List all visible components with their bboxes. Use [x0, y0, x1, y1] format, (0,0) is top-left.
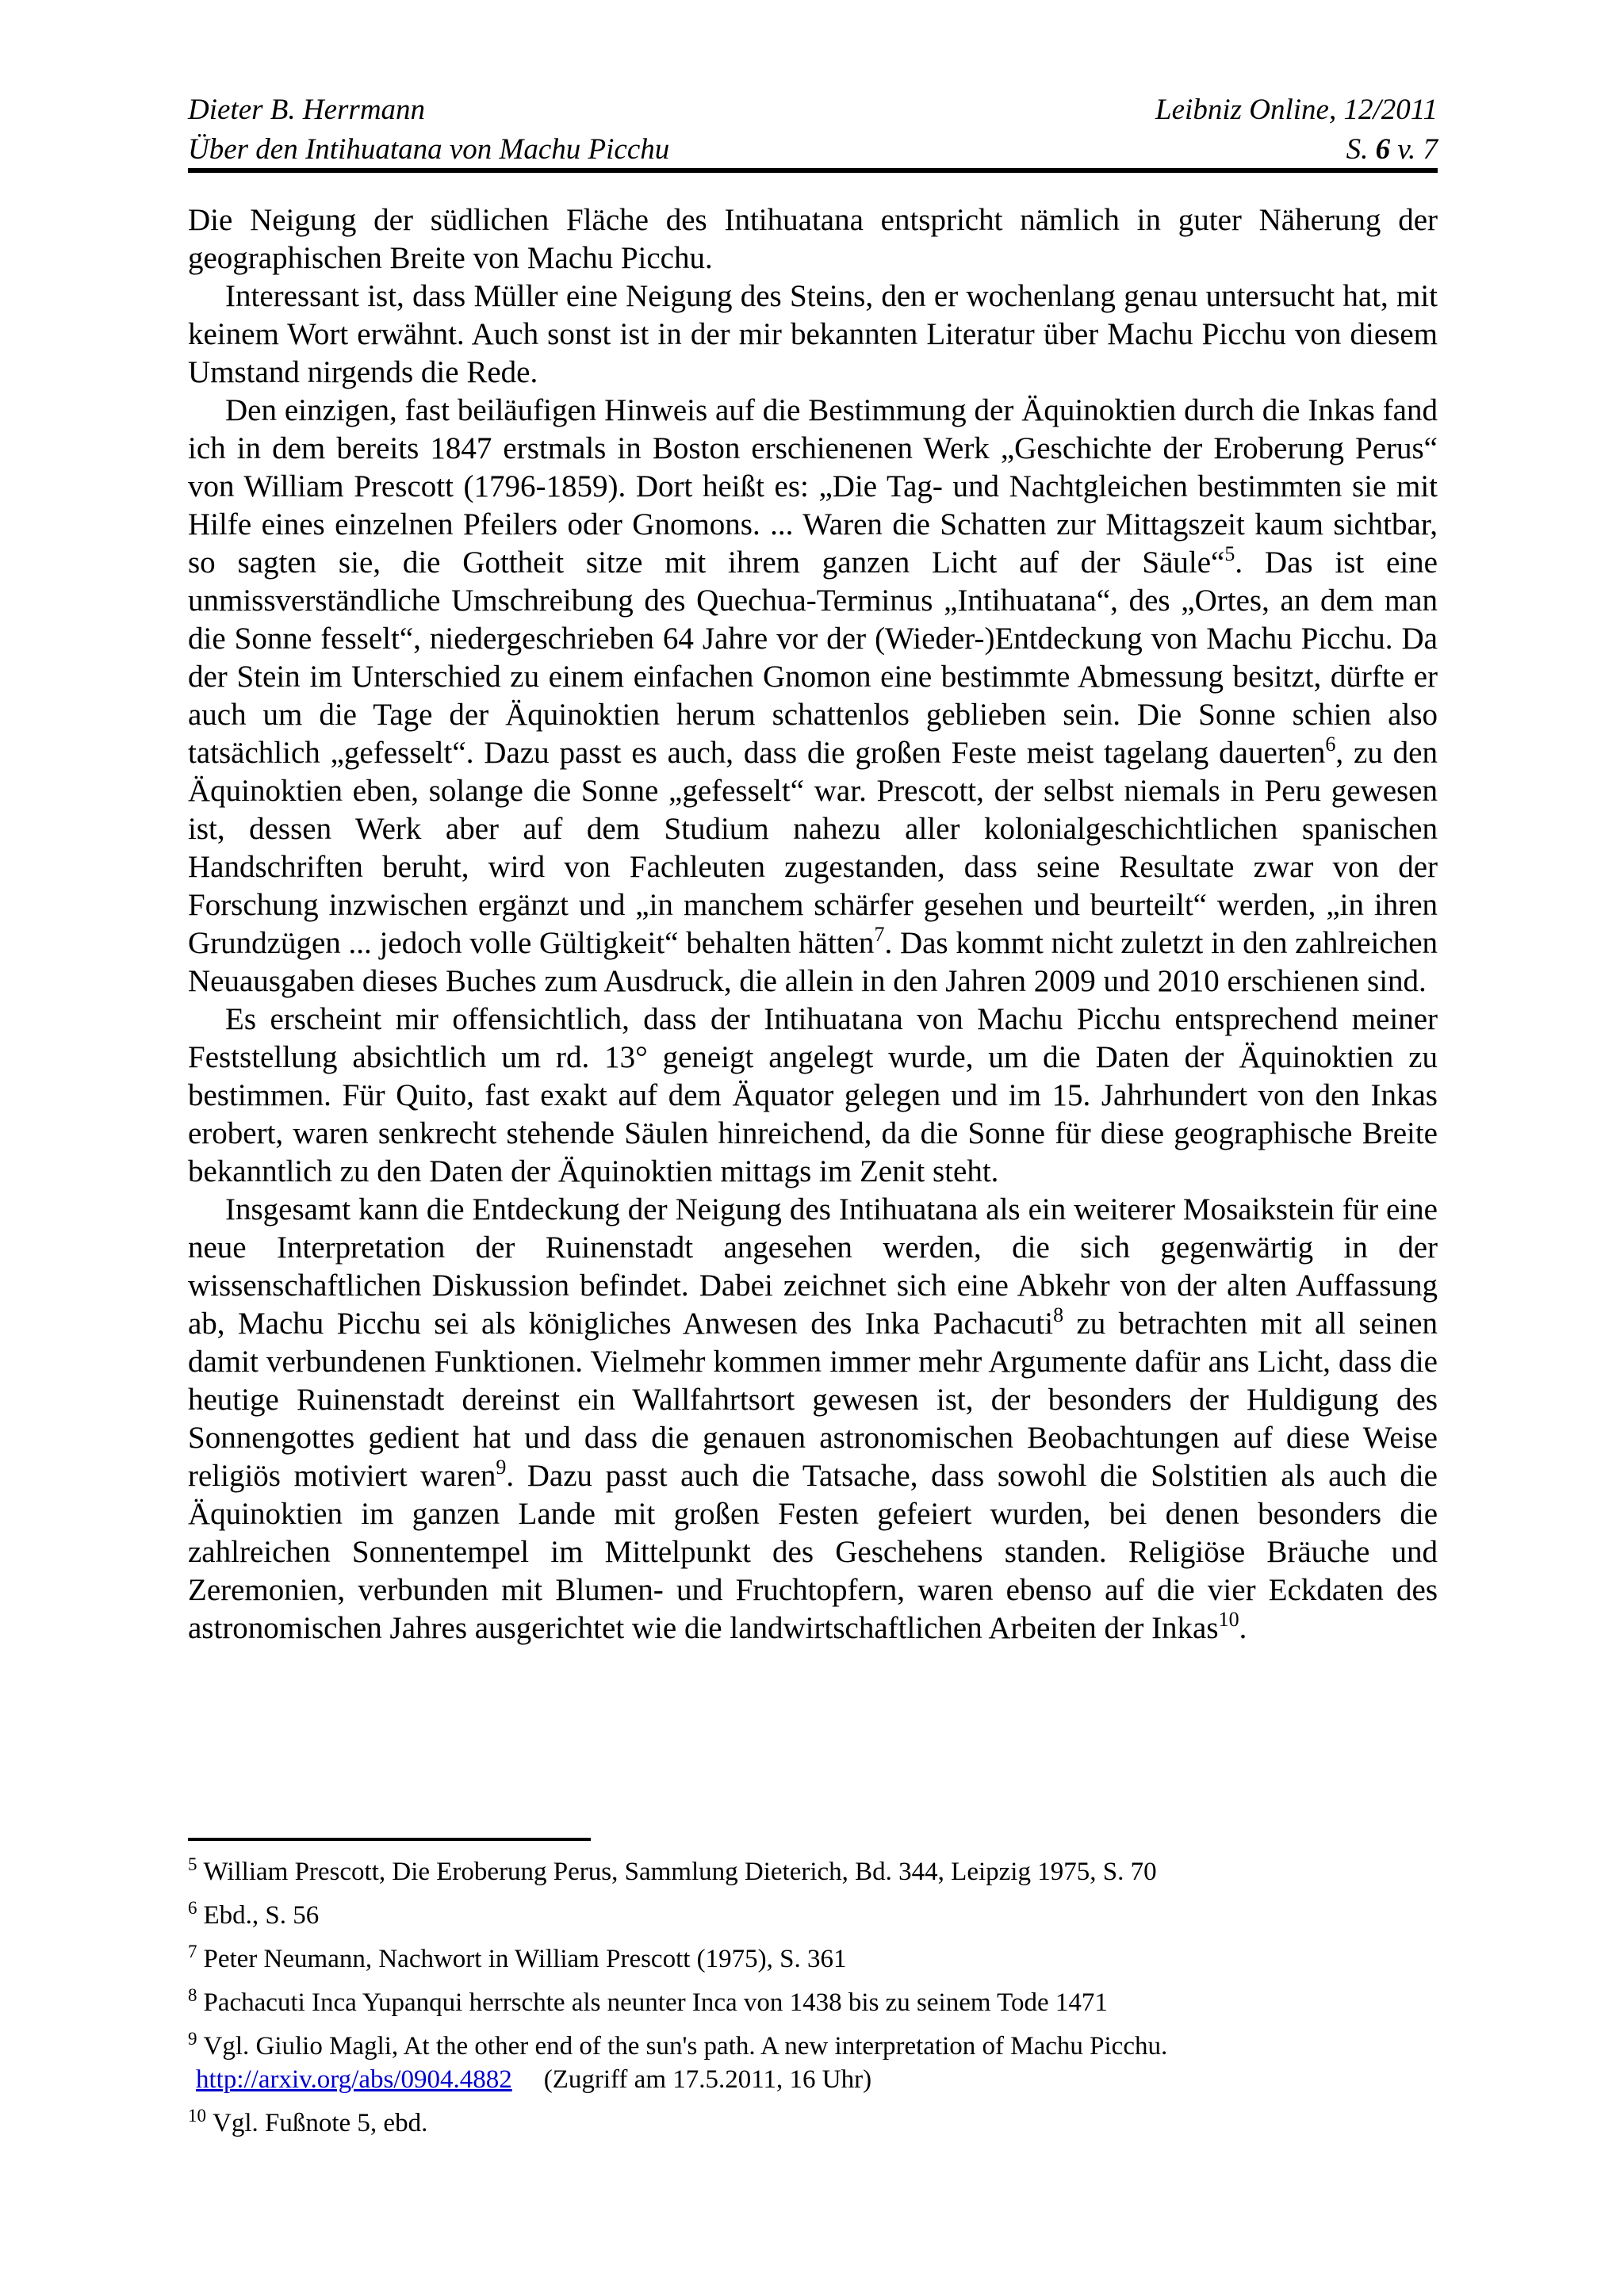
footnote-reference: 10	[1218, 1608, 1239, 1631]
footnote-reference: 7	[874, 923, 885, 946]
paragraph-text: . Das ist eine unmissverständliche Umschreibung des Quechua-Terminus „Intihuatana“, des „Ortes, an dem man die Sonne fesselt“, niedergeschrieben 64 Jahre vor der (Wieder-)Entdeckung von Machu Picchu. Da der Stein im Unterschied zu einem einfachen Gnomon eine bestimmte Abmessung besitzt, dürfte er auch um die Tage der Äquinoktien herum schattenlos geblieben sein. Die Sonne schien also tatsächlich „gefesselt“. Dazu passt es auch, dass die großen Feste meist tagelang dauerten	[188, 545, 1438, 770]
footnote-line	[188, 2030, 1438, 2063]
footnote-number: 5	[188, 1854, 197, 1874]
footnote-text: Ebd., S. 56	[203, 1901, 320, 1930]
footnote-item	[188, 2107, 1438, 2140]
paragraph	[188, 1001, 1438, 1191]
body-paragraphs	[188, 201, 1438, 1647]
footnote-url-link[interactable]: http://arxiv.org/abs/0904.4882	[196, 2065, 512, 2094]
header-right	[1155, 90, 1438, 170]
paragraph	[188, 1191, 1438, 1647]
page-info-prefix: S.	[1346, 133, 1376, 166]
footnote-text: William Prescott, Die Eroberung Perus, Sammlung Dieterich, Bd. 344, Leipzig 1975, S. 70	[203, 1858, 1157, 1886]
footnote-number: 8	[188, 1985, 197, 2005]
footnote-reference: 8	[1053, 1303, 1064, 1326]
paragraph-text: . Das kommt nicht zuletzt in den zahlreichen Neuausgaben dieses Buches zum Ausdruck, die allein in den Jahren 2009 und 2010 erschienen sind.	[188, 926, 1438, 998]
header-author: Dieter B. Herrmann	[188, 94, 426, 126]
paragraph-text: , zu den Äquinoktien eben, solange die Sonne „gefesselt“ war. Prescott, der selbst niemals in Peru gewesen ist, dessen Werk aber auf dem Studium nahezu aller kolonialgeschichtlichen spanischen Handschriften beruht, wird von Fachleuten zugestanden, dass seine Resultate zwar von der Forschung inzwischen ergänzt und „in manchem schärfer gesehen und beurteilt“ werden, „in ihren Grundzügen ... jedoch volle Gültigkeit“ behalten hätten	[188, 736, 1438, 960]
footnote-access-date: (Zugriff am 17.5.2011, 16 Uhr)	[543, 2065, 872, 2094]
footnote-item	[188, 2030, 1438, 2096]
paragraph-text: Interessant ist, dass Müller eine Neigung des Steins, den er wochenlang genau untersucht hat, mit keinem Wort erwähnt. Auch sonst ist in der mir bekannten Literatur über Machu Picchu von diesem Umstand nirgends die Rede.	[188, 279, 1438, 389]
footnote-number: 7	[188, 1942, 197, 1961]
footnote-link-line	[188, 2063, 1438, 2096]
paragraph-text: Es erscheint mir offensichtlich, dass der Intihuatana von Machu Picchu entsprechend meiner Feststellung absichtlich um rd. 13° geneigt angelegt wurde, um die Daten der Äquinoktien zu bestimmen. Für Quito, fast exakt auf dem Äquator gelegen und im 15. Jahrhundert von den Inkas erobert, waren senkrecht stehende Säulen hinreichend, da die Sonne für diese geographische Breite bekanntlich zu den Daten der Äquinoktien mittags im Zenit steht.	[188, 1002, 1438, 1188]
paragraph	[188, 201, 1438, 277]
footnote-reference: 9	[496, 1456, 507, 1479]
paragraph-text: Die Neigung der südlichen Fläche des Intihuatana entspricht nämlich in guter Näherung der geographischen Breite von Machu Picchu.	[188, 203, 1438, 275]
footnote-separator	[188, 1838, 591, 1841]
footnote-number: 10	[188, 2106, 206, 2126]
footnote-line	[188, 1855, 1438, 1888]
paragraph-text: .	[1239, 1611, 1247, 1645]
paragraph-text: . Dazu passt auch die Tatsache, dass sowohl die Solstitien als auch die Äquinoktien im ganzen Lande mit großen Festen gefeiert wurden, bei denen besonders die zahlreichen Sonnentempel im Mittelpunkt des Geschehens standen. Religiöse Bräuche und Zeremonien, verbunden mit Blumen- und Fruchtopfern, waren ebenso auf die vier Eckdaten des astronomischen Jahres ausgerichtet wie die landwirtschaftlichen Arbeiten der Inkas	[188, 1459, 1438, 1645]
header-work-title: Über den Intihuatana von Machu Picchu	[188, 133, 670, 166]
footnote-item	[188, 1986, 1438, 2019]
header-page-info	[1155, 130, 1438, 170]
footnote-text: Peter Neumann, Nachwort in William Prescott (1975), S. 361	[203, 1945, 847, 1973]
paragraph-text: zu betrachten mit all seinen damit verbundenen Funktionen. Vielmehr kommen immer mehr Argumente dafür ans Licht, dass die heutige Ruinenstadt dereinst ein Wallfahrtsort gewesen ist, der besonders der Huldigung des Sonnengottes gedient hat und dass die genauen astronomischen Beobachtungen auf diese Weise religiös motiviert waren	[188, 1307, 1438, 1493]
footnote-item	[188, 1942, 1438, 1976]
paragraph-text: Insgesamt kann die Entdeckung der Neigung des Intihuatana als ein weiterer Mosaikstein für eine neue Interpretation der Ruinenstadt angesehen werden, die sich gegenwärtig in der wissenschaftlichen Diskussion befindet. Dabei zeichnet sich eine Abkehr von der alten Auffassung ab, Machu Picchu sei als königliches Anwesen des Inka Pachacuti	[188, 1192, 1438, 1341]
footnote-reference: 5	[1224, 542, 1235, 565]
footnote-reference: 6	[1325, 733, 1336, 756]
footnote-item	[188, 1855, 1438, 1888]
header-left	[188, 90, 669, 170]
footnote-text: Vgl. Fußnote 5, ebd.	[213, 2109, 428, 2137]
footnote-line	[188, 1986, 1438, 2019]
footnotes	[188, 1855, 1438, 2150]
page-number: 6	[1375, 133, 1391, 166]
footnote-text: Pachacuti Inca Yupanqui herrschte als neunter Inca von 1438 bis zu seinem Tode 1471	[203, 1988, 1108, 2017]
footnote-line	[188, 1899, 1438, 1932]
footnote-number: 6	[188, 1898, 197, 1918]
header-journal: Leibniz Online, 12/2011	[1155, 94, 1438, 126]
page-info-suffix: v. 7	[1390, 133, 1438, 166]
paragraph-text: Den einzigen, fast beiläufigen Hinweis auf die Bestimmung der Äquinoktien durch die Inkas fand ich in dem bereits 1847 erstmals in Boston erschienenen Werk „Geschichte der Eroberung Perus“ von William Prescott (1796-1859). Dort heißt es: „Die Tag- und Nachtgleichen bestimmten sie mit Hilfe eines einzelnen Pfeilers oder Gnomons. ... Waren die Schatten zur Mittagszeit kaum sichtbar, so sagten sie, die Gottheit sitze mit ihrem ganzen Licht auf der Säule“	[188, 393, 1438, 580]
footnote-line	[188, 1942, 1438, 1976]
paragraph	[188, 392, 1438, 1001]
page-header	[188, 90, 1438, 170]
footnote-text: Vgl. Giulio Magli, At the other end of the sun's path. A new interpretation of Machu Picchu.	[203, 2032, 1168, 2061]
paragraph	[188, 277, 1438, 392]
footnote-item	[188, 1899, 1438, 1932]
footnote-number: 9	[188, 2029, 197, 2049]
header-rule	[188, 168, 1438, 173]
footnote-line	[188, 2107, 1438, 2140]
